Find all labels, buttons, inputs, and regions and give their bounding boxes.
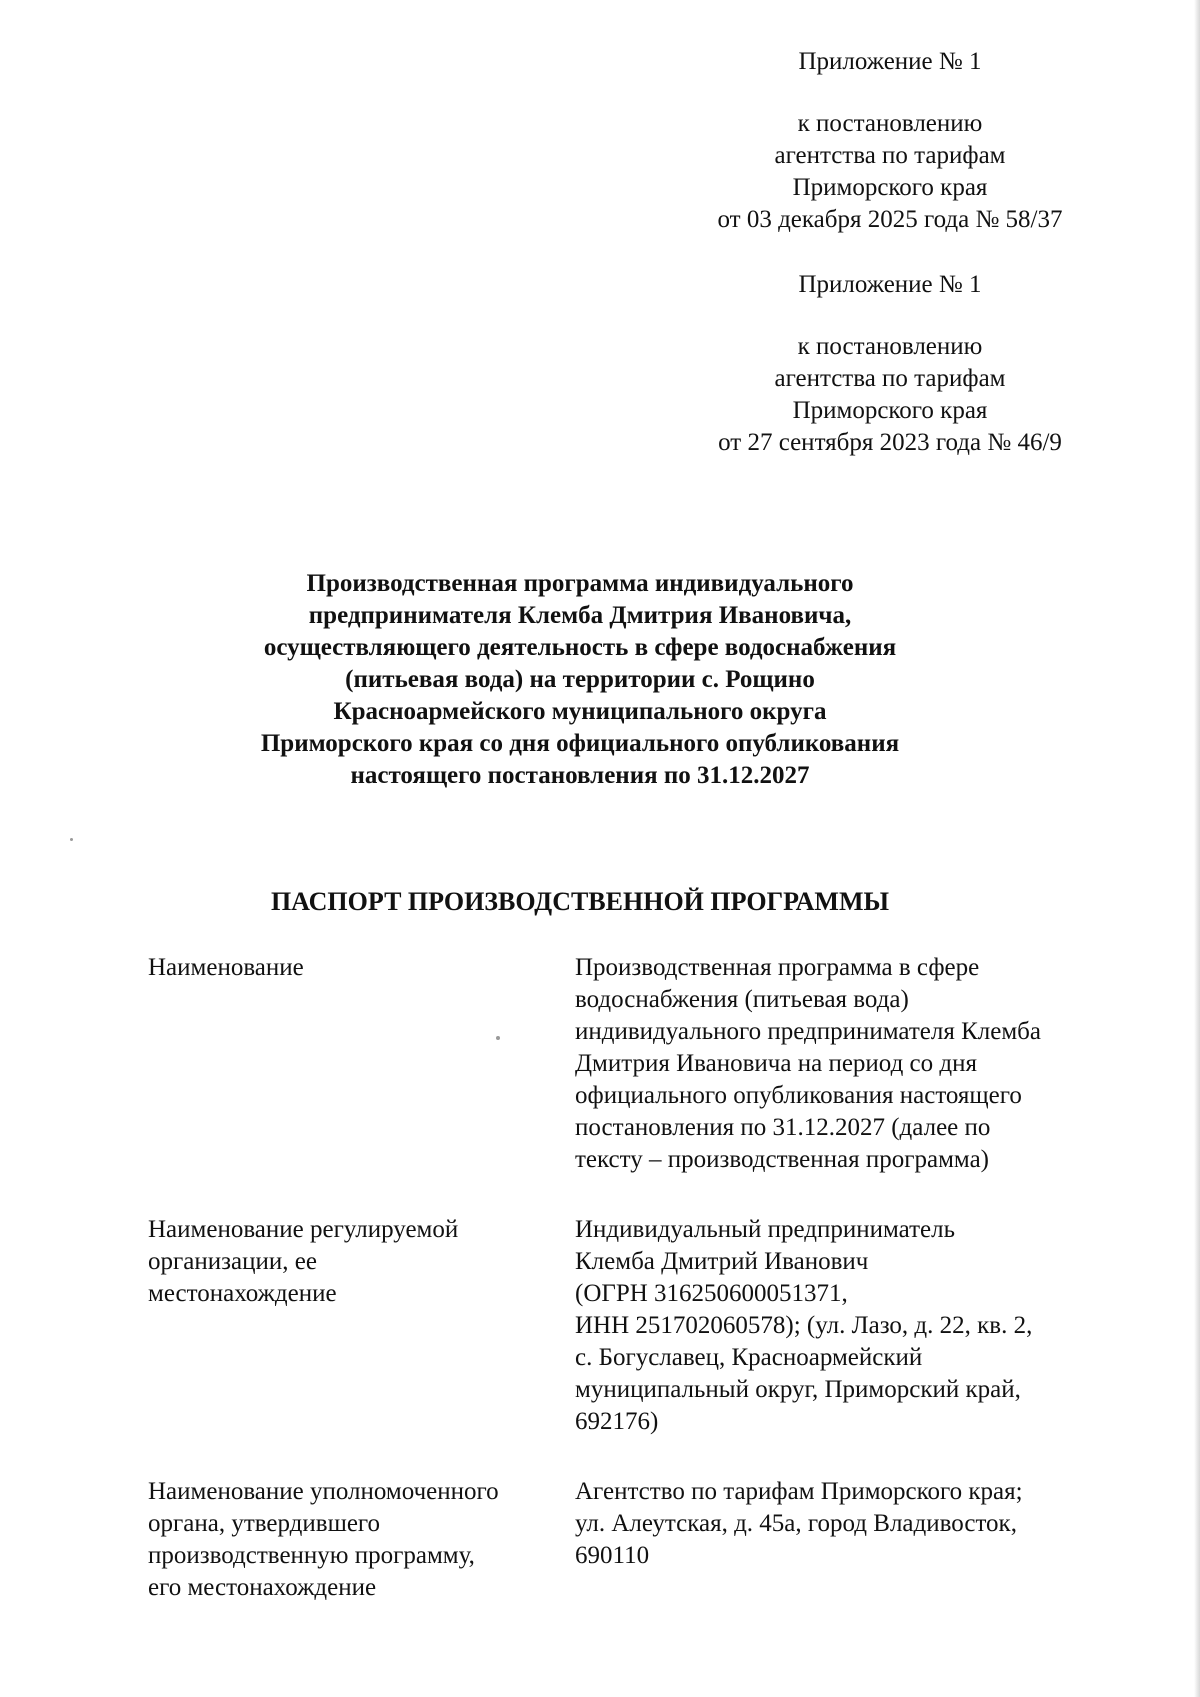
value-line: 692176) — [575, 1408, 659, 1435]
value-line: Агентство по тарифам Приморского края; — [575, 1478, 1023, 1505]
label-line: его местонахождение — [148, 1574, 377, 1601]
value-line: Клемба Дмитрий Иванович — [575, 1248, 869, 1275]
label-line: производственную программу, — [148, 1542, 475, 1569]
value-line: Индивидуальный предприниматель — [575, 1216, 955, 1243]
annex-title: Приложение № 1 — [798, 271, 982, 298]
title-line: предпринимателя Клемба Дмитрия Ивановича, — [308, 602, 852, 629]
row-value — [575, 1476, 1115, 1572]
row-value — [575, 952, 1115, 1176]
document-title — [180, 568, 980, 792]
annex-line: Приморского края — [792, 397, 988, 424]
value-line: (ОГРН 316250600051371, — [575, 1280, 848, 1307]
title-line: Приморского края со дня официального опубликования — [260, 730, 900, 757]
label-line: организации, ее — [148, 1248, 317, 1275]
title-line: осуществляющего деятельность в сфере водоснабжения — [263, 634, 897, 661]
annex-line: к постановлению — [797, 110, 983, 137]
scan-speck — [70, 838, 73, 841]
scan-edge-shadow — [1194, 0, 1200, 1697]
label-line: Наименование уполномоченного — [148, 1478, 499, 1505]
value-line: индивидуального предпринимателя Клемба — [575, 1018, 1041, 1045]
scan-speck — [496, 1036, 500, 1040]
annex-line: агентства по тарифам — [774, 365, 1006, 392]
title-line: (питьевая вода) на территории с. Рощино — [345, 666, 815, 693]
annex-line: агентства по тарифам — [774, 142, 1006, 169]
annex-block-previous — [660, 269, 1120, 459]
title-line: Красноармейского муниципального округа — [333, 698, 827, 725]
label-line: Наименование регулируемой — [148, 1216, 459, 1243]
row-label — [148, 1476, 558, 1604]
value-line: ИНН 251702060578); (ул. Лазо, д. 22, кв. 2, — [575, 1312, 1033, 1339]
value-line: постановления по 31.12.2027 (далее по — [575, 1114, 991, 1141]
value-line: ул. Алеутская, д. 45а, город Владивосток, — [575, 1510, 1017, 1537]
row-label — [148, 1214, 558, 1310]
annex-date-line: от 03 декабря 2025 года № 58/37 — [717, 206, 1063, 233]
row-label — [148, 952, 558, 984]
value-line: официального опубликования настоящего — [575, 1082, 1022, 1109]
value-line: с. Богуславец, Красноармейский — [575, 1344, 923, 1371]
value-line: Производственная программа в сфере — [575, 954, 980, 981]
passport-heading: ПАСПОРТ ПРОИЗВОДСТВЕННОЙ ПРОГРАММЫ — [270, 887, 890, 916]
row-value — [575, 1214, 1115, 1438]
annex-block-current — [660, 46, 1120, 236]
label-line: местонахождение — [148, 1280, 337, 1307]
value-line: Дмитрия Ивановича на период со дня — [575, 1050, 977, 1077]
value-line: тексту – производственная программа) — [575, 1146, 990, 1173]
annex-date-line: от 27 сентября 2023 года № 46/9 — [718, 429, 1062, 456]
value-line: 690110 — [575, 1542, 650, 1569]
value-line: муниципальный округ, Приморский край, — [575, 1376, 1021, 1403]
title-line: Производственная программа индивидуального — [306, 570, 854, 597]
label-line: органа, утвердившего — [148, 1510, 381, 1537]
label-line: Наименование — [148, 954, 304, 981]
annex-line: к постановлению — [797, 333, 983, 360]
annex-line: Приморского края — [792, 174, 988, 201]
value-line: водоснабжения (питьевая вода) — [575, 986, 909, 1013]
annex-title: Приложение № 1 — [798, 48, 982, 75]
title-line: настоящего постановления по 31.12.2027 — [350, 762, 810, 789]
